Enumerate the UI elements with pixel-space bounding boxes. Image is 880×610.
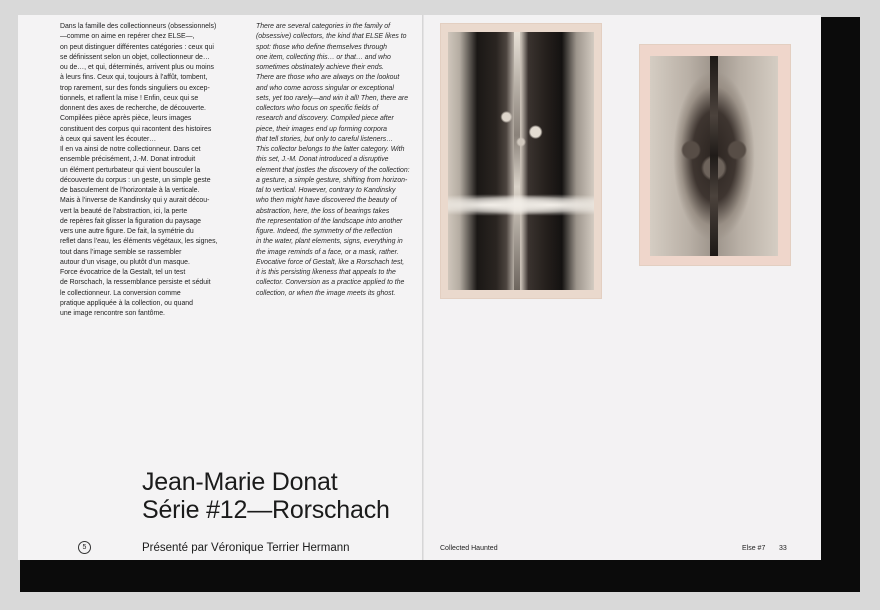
presenter-credit: Présenté par Véronique Terrier Hermann (142, 542, 350, 554)
right-page (424, 15, 821, 560)
page-title: Jean-Marie Donat Série #12—Rorschach (142, 468, 390, 524)
footer-page-number: 33 (779, 545, 787, 552)
photo-symmetry-axis (710, 56, 718, 256)
left-page (18, 15, 423, 560)
rorschach-photo-1 (448, 32, 594, 290)
rorschach-photo-2 (650, 56, 778, 256)
footer-issue-label: Else #7 (742, 545, 766, 552)
photo-cloud-band (448, 194, 594, 216)
photo-reflection-streak (514, 32, 520, 290)
english-text-column: There are several categories in the family of (obsessive) collectors, the kind that ELSE likes to spot: those who define themselves through one item, collecting this… or that… and who sometimes obstinately achieve their ends. There are those who are always on the lookout and who come across singular or exceptional sets, yet too rarely—and win it all! Then, there are collectors who focus on specific fields of research and discovery. Compiled piece after piece, their images end up forming corpora that tell stories, but only to careful listeners… This collector belongs to the latter category. With this set, J.-M. Donat introduced a disruptive element that jostles the discovery of the collection: a gesture, a simple gesture, shifting from horizon- tal to vertical. However, contrary to Kandinsky who then might have discovered the beauty of abstraction, here, the loss of bearings takes the representation of the landscape into another figure. Indeed, the symmetry of the reflection in the water, plant elements, signs, everything in the image reminds of a face, or a mask, rather. Evocative force of Gestalt, like a Rorschach test, it is this persisting likeness that appeals to the collector. Conversion as a practice applied to the collection, or when the image meets its ghost. (256, 23, 410, 297)
french-text-column: Dans la famille des collectionneurs (obsessionnels) —comme on aime en repérer chez ELSE—, on peut distinguer différentes catégories : ceux qui se définissent selon un objet, collectionneur de… ou de…, et qui, déterminés, arrivent plus ou moins à leurs fins. Ceux qui, toujours à l’affût, tombent, trop rarement, sur des fonds singuliers ou excep- tionnels, et raflent la mise ! Enfin, ceux qui se donnent des axes de recherche, de découverte. Compilées pièce après pièce, leurs images constituent des corpus qui racontent des histoires à ceux qui savent les écouter… Il en va ainsi de notre collectionneur. Dans cet ensemble précisément, J.-M. Donat introduit un élément perturbateur qui vient bousculer la découverte du corpus : un geste, un simple geste de basculement de l’horizontale à la verticale. Mais à l’inverse de Kandinsky qui y aurait décou- vert la beauté de l’abstraction, ici, la perte de repères fait glisser la figuration du paysage vers une autre figure. De fait, la symétrie du reflet dans l’eau, les éléments végétaux, les signes, tout dans l’image semble se rassembler autour d’un visage, ou plutôt d’un masque. Force évocatrice de la Gestalt, tel un test de Rorschach, la ressemblance persiste et séduit le collectionneur. La conversion comme pratique appliquée à la collection, ou quand une image rencontre son fantôme. (60, 23, 218, 317)
footer-section-label: Collected Haunted (440, 545, 498, 552)
photo-foliage-spots (448, 102, 594, 152)
page-marker-circle: 5 (78, 541, 91, 554)
